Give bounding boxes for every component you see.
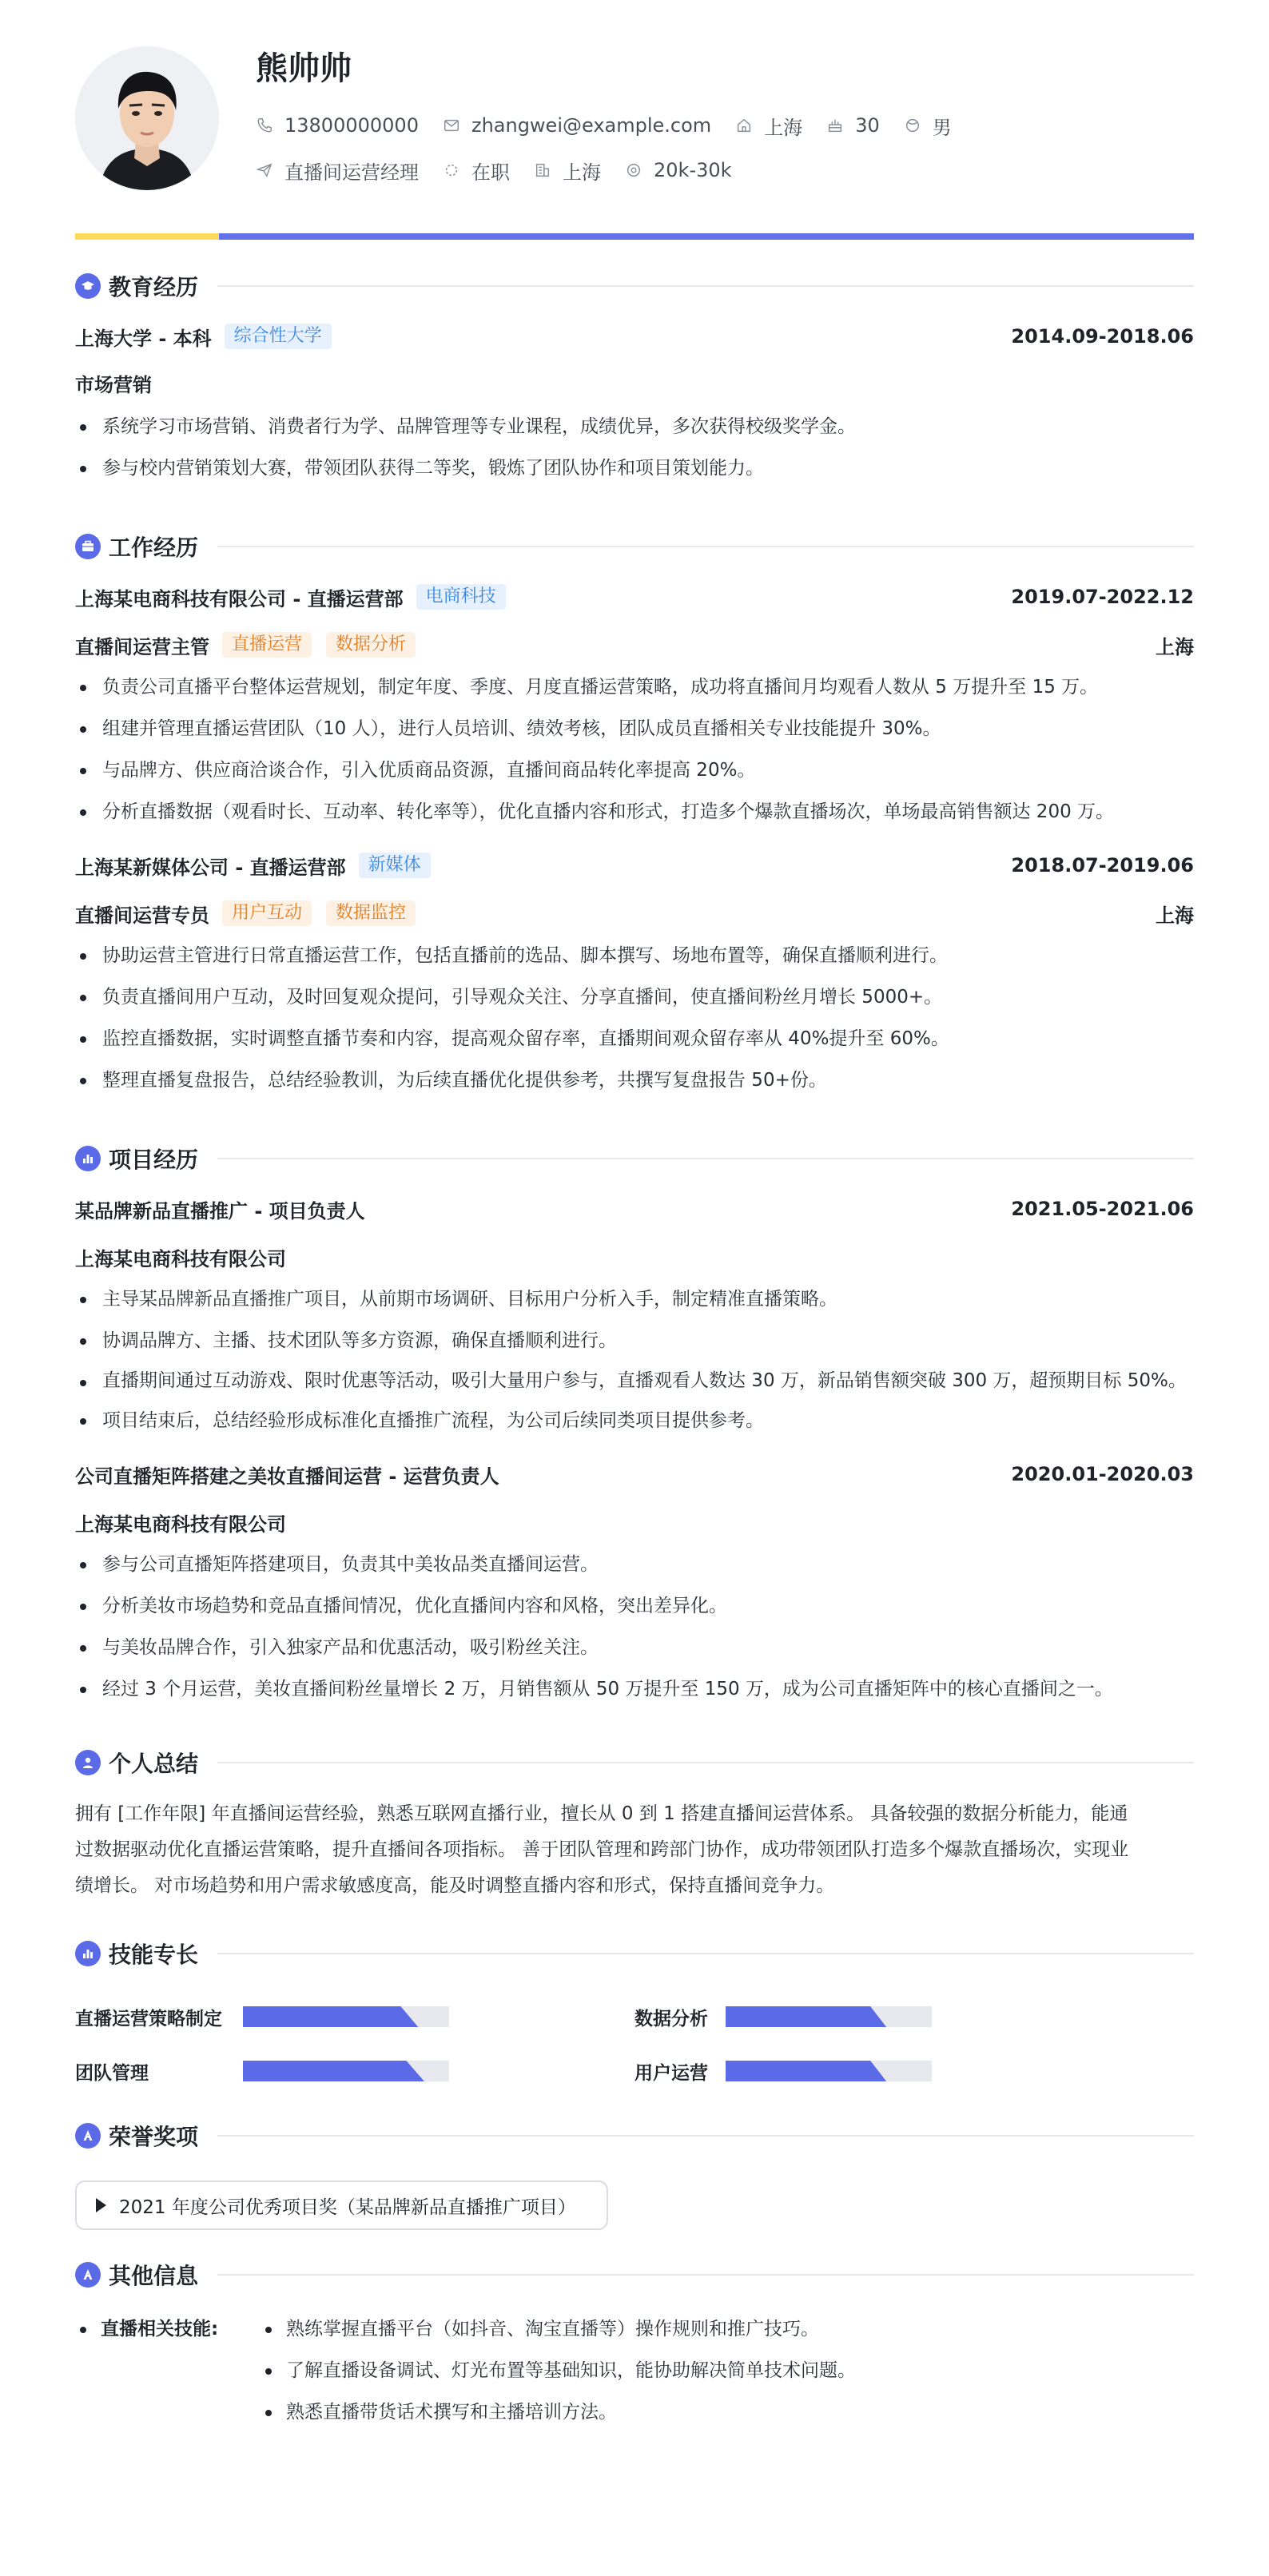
list-item: 参与公司直播矩阵搭建项目，负责其中美妆品类直播间运营。 — [75, 1544, 1194, 1585]
list-item: 了解直播设备调试、灯光布置等基础知识，能协助解决简单技术问题。 — [261, 2350, 856, 2391]
candidate-name: 熊帅帅 — [256, 50, 352, 87]
list-item: 负责公司直播平台整体运营规划，制定年度、季度、月度直播运营策略，成功将直播间月均观看人数从 5 万提升至 15 万。 — [75, 666, 1194, 708]
skill-name: 用户运营 — [634, 2062, 708, 2084]
section-education-title — [75, 270, 1194, 302]
list-item: 协助运营主管进行日常直播运营工作，包括直播前的选品、脚本撰写、场地布置等，确保直播顺利进行。 — [75, 935, 1194, 976]
send-icon — [256, 161, 273, 179]
role-tag: 数据分析 — [326, 632, 416, 658]
city-item — [735, 112, 802, 140]
gender-value: 男 — [932, 116, 952, 139]
list-item: 监控直播数据，实时调整直播节奏和内容，提高观众留存率，直播期间观众留存率从 40%提升至 60%。 — [75, 1018, 1194, 1059]
project-name: 某品牌新品直播推广 - 项目负责人 — [75, 1199, 365, 1222]
status-value: 在职 — [471, 161, 510, 184]
section-rule — [217, 2135, 1194, 2137]
skill-bar-fill — [243, 2061, 424, 2081]
salary-item — [625, 159, 732, 181]
section-rule — [217, 1762, 1194, 1763]
section-other-title — [75, 2259, 1194, 2291]
section-rule — [217, 2274, 1194, 2276]
list-item: 分析美妆市场趋势和竞品直播间情况，优化直播间内容和风格，突出差异化。 — [75, 1585, 1194, 1627]
work-city-value: 上海 — [563, 161, 601, 184]
work-date: 2018.07-2019.06 — [1011, 854, 1194, 877]
section-rule — [217, 285, 1194, 287]
avatar-portrait — [75, 46, 219, 190]
skill-bar — [726, 2061, 932, 2081]
company-tag: 电商科技 — [416, 584, 506, 610]
skill-name: 团队管理 — [75, 2062, 149, 2084]
section-rule — [217, 546, 1194, 547]
divider-accent-yellow — [75, 233, 219, 240]
project-org-row — [75, 1509, 1194, 1536]
role-name: 直播间运营主管 — [75, 635, 209, 658]
age-item — [826, 114, 880, 137]
skill-bar-fill — [243, 2006, 418, 2027]
project-name: 公司直播矩阵搭建之美妆直播间运营 - 运营负责人 — [75, 1465, 499, 1488]
list-item: 与品牌方、供应商洽谈合作，引入优质商品资源，直播间商品转化率提高 20%。 — [75, 749, 1194, 791]
education-date: 2014.09-2018.06 — [1011, 325, 1194, 348]
list-item: 熟练掌握直播平台（如抖音、淘宝直播等）操作规则和推广技巧。 — [261, 2308, 856, 2350]
header-divider — [75, 233, 1194, 240]
skill-bar-fill — [726, 2006, 886, 2027]
profile-header — [75, 46, 1194, 203]
list-item: 负责直播间用户互动，及时回复观众提问，引导观众关注、分享直播间，使直播间粉丝月增长 5000+。 — [75, 976, 1194, 1018]
section-label: 项目经历 — [109, 1147, 199, 1173]
section-label: 荣誉奖项 — [109, 2124, 199, 2150]
section-skills-title — [75, 1938, 1194, 1970]
section-project-title — [75, 1143, 1194, 1175]
list-item: 协调品牌方、主播、技术团队等多方资源，确保直播顺利进行。 — [75, 1320, 1194, 1362]
status-icon — [443, 161, 460, 179]
work-role-row — [75, 900, 1194, 927]
company-tag: 新媒体 — [359, 853, 431, 878]
skill-item — [75, 2057, 634, 2085]
phone-item — [256, 114, 419, 137]
awards-list — [75, 2180, 1194, 2230]
divider-accent-blue — [219, 233, 1194, 240]
list-item: 主导某品牌新品直播推广项目，从前期市场调研、目标用户分析入手，制定精准直播策略。 — [75, 1278, 1194, 1320]
company-name: 上海某电商科技有限公司 - 直播运营部 — [75, 587, 404, 610]
phone-value: 13800000000 — [284, 114, 419, 137]
award-label: 2021 年度公司优秀项目奖（某品牌新品直播推广项目） — [119, 2196, 576, 2218]
summary-text — [75, 1796, 1194, 1904]
work-entry-header — [75, 852, 1194, 879]
summary-line: 绩增长。 对市场趋势和用户需求敏感度高，能及时调整直播内容和形式，保持直播间竞争力。 — [75, 1875, 835, 1896]
project-org-row — [75, 1243, 1194, 1270]
company-name: 上海某新媒体公司 - 直播运营部 — [75, 856, 346, 879]
section-label: 其他信息 — [109, 2263, 199, 2289]
other-bullets — [261, 2308, 856, 2433]
work-entry-header — [75, 583, 1194, 610]
school-name: 上海大学 - 本科 — [75, 327, 212, 350]
expand-triangle-icon — [96, 2198, 106, 2212]
project-date: 2020.01-2020.03 — [1011, 1463, 1194, 1485]
section-rule — [217, 1158, 1194, 1159]
summary-line: 拥有 [工作年限] 年直播间运营经验，熟悉互联网直播行业，擅长从 0 到 1 搭建直播间运营体系。 具备较强的数据分析能力，能通 — [75, 1803, 1128, 1824]
building-icon — [534, 161, 551, 179]
section-label: 教育经历 — [109, 274, 199, 300]
email-value: zhangwei@example.com — [471, 114, 712, 137]
major: 市场营销 — [75, 373, 152, 396]
section-label: 个人总结 — [109, 1751, 199, 1777]
age-value: 30 — [855, 114, 880, 137]
project-bullets — [75, 1278, 1194, 1441]
mail-icon — [443, 117, 460, 134]
skill-name: 数据分析 — [634, 2008, 708, 2029]
skill-item — [75, 2003, 634, 2030]
job-row — [256, 158, 976, 182]
section-label: 技能专长 — [109, 1942, 199, 1968]
graduation-cap-icon — [75, 273, 101, 299]
work-city-item — [534, 157, 601, 185]
list-item: 直播期间通过互动游戏、限时优惠等活动，吸引大量用户参与，直播观看人数达 30 万，新品销售额突破 300 万，超预期目标 50%。 — [75, 1362, 1194, 1400]
skill-item — [634, 2057, 1194, 2085]
list-item: 整理直播复盘报告，总结经验教训，为后续直播优化提供参考，共撰写复盘报告 50+份。 — [75, 1059, 1194, 1101]
bar-chart-icon — [75, 1146, 101, 1171]
gender-item — [904, 112, 952, 140]
work-bullets — [75, 935, 1194, 1101]
other-info — [75, 2308, 1194, 2433]
contact-row — [256, 113, 976, 137]
work-role-row — [75, 631, 1194, 658]
school-tag: 综合性大学 — [225, 324, 332, 349]
list-item: 经过 3 个月运营，美妆直播间粉丝量增长 2 万，月销售额从 50 万提升至 150 万，成为公司直播矩阵中的核心直播间之一。 — [75, 1668, 1194, 1710]
role-tag: 数据监控 — [326, 900, 416, 926]
project-entry-header — [75, 1195, 1194, 1222]
status-item — [443, 157, 510, 185]
list-item: 系统学习市场营销、消费者行为学、品牌管理等专业课程，成绩优异，多次获得校级奖学金。 — [75, 406, 1194, 447]
education-entry-header — [75, 323, 1194, 350]
section-awards-title — [75, 2120, 1194, 2152]
education-bullets — [75, 406, 1194, 489]
list-item: 分析直播数据（观看时长、互动率、转化率等），优化直播内容和形式，打造多个爆款直播场次，单场最高销售额达 200 万。 — [75, 791, 1194, 833]
skills-grid — [75, 2003, 1194, 2085]
list-item: 熟悉直播带货话术撰写和主播培训方法。 — [261, 2391, 856, 2433]
skill-name: 直播运营策略制定 — [75, 2008, 222, 2029]
work-location: 上海 — [1156, 635, 1194, 658]
project-org: 上海某电商科技有限公司 — [75, 1247, 286, 1270]
phone-icon — [256, 117, 273, 134]
skill-bar — [726, 2006, 932, 2027]
skill-bar — [243, 2006, 449, 2027]
gender-icon — [904, 117, 921, 134]
briefcase-icon — [75, 534, 101, 559]
city-value: 上海 — [764, 116, 803, 139]
list-item: 参与校内营销策划大赛，带领团队获得二等奖，锻炼了团队协作和项目策划能力。 — [75, 447, 1194, 489]
skill-bar — [243, 2061, 449, 2081]
role-tag: 用户互动 — [222, 900, 312, 926]
section-summary-title — [75, 1747, 1194, 1779]
job-title-value: 直播间运营经理 — [284, 161, 419, 184]
user-icon — [75, 1750, 101, 1775]
bar-chart-icon — [75, 1941, 101, 1966]
list-item: 与美妆品牌合作，引入独家产品和优惠活动，吸引粉丝关注。 — [75, 1627, 1194, 1668]
section-rule — [217, 1953, 1194, 1954]
summary-line: 过数据驱动优化直播运营策略，提升直播间各项指标。 善于团队管理和跨部门协作，成功带领团队打造多个爆款直播场次，实现业 — [75, 1839, 1129, 1860]
section-work-title — [75, 531, 1194, 563]
other-key: 直播相关技能: — [75, 2308, 261, 2433]
section-label: 工作经历 — [109, 535, 199, 561]
award-icon — [75, 2262, 101, 2288]
list-item: 项目结束后，总结经验形成标准化直播推广流程，为公司后续同类项目提供参考。 — [75, 1400, 1194, 1441]
project-entry-header — [75, 1461, 1194, 1488]
project-bullets — [75, 1544, 1194, 1710]
project-date: 2021.05-2021.06 — [1011, 1198, 1194, 1220]
work-bullets — [75, 666, 1194, 833]
work-date: 2019.07-2022.12 — [1011, 586, 1194, 608]
email-item — [443, 114, 711, 137]
skill-item — [634, 2003, 1194, 2030]
avatar — [75, 46, 219, 190]
salary-icon — [625, 161, 642, 179]
project-org: 上海某电商科技有限公司 — [75, 1513, 286, 1536]
salary-value: 20k-30k — [654, 159, 732, 181]
home-icon — [735, 117, 753, 134]
award-icon — [75, 2123, 101, 2149]
award-item[interactable] — [75, 2180, 608, 2230]
list-item: 组建并管理直播运营团队（10 人），进行人员培训、绩效考核，团队成员直播相关专业技能提升 30%。 — [75, 708, 1194, 749]
role-name: 直播间运营专员 — [75, 904, 209, 927]
role-tag: 直播运营 — [222, 632, 312, 658]
cake-icon — [826, 117, 844, 134]
education-major-row — [75, 369, 1194, 396]
skill-bar-fill — [726, 2061, 886, 2081]
work-location: 上海 — [1156, 904, 1194, 927]
job-title-item — [256, 157, 419, 185]
